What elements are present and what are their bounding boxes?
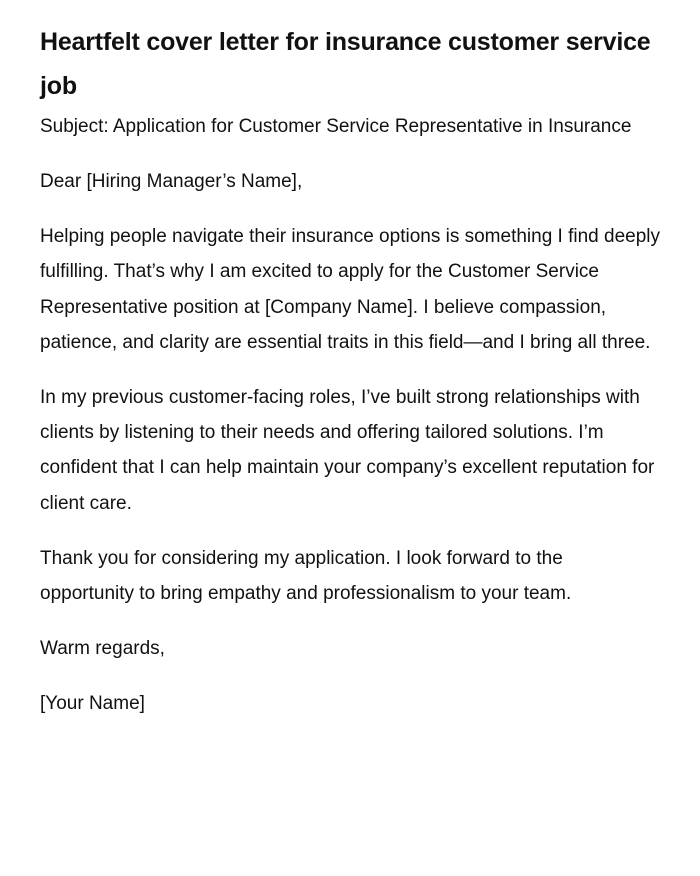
spacer bbox=[40, 360, 660, 380]
body-paragraph-1: Helping people navigate their insurance options is something I find deeply fulfilling. That’s why I am excited to apply for the Customer Service Representative position at [Company Name]. I believe compassion, patience, and clarity are essential traits in this field—and I bring all three. bbox=[40, 225, 661, 353]
body-paragraph-3: Thank you for considering my application. I look forward to the opportunity to bring empathy and professionalism to your team. bbox=[40, 547, 572, 605]
salutation: Dear [Hiring Manager’s Name], bbox=[40, 170, 303, 192]
spacer bbox=[40, 521, 660, 541]
spacer bbox=[40, 199, 660, 219]
subject-line: Subject: Application for Customer Service Representative in Insurance bbox=[40, 116, 632, 137]
subject-block bbox=[40, 109, 660, 144]
spacer bbox=[40, 611, 660, 631]
closing: Warm regards, bbox=[40, 638, 165, 659]
signature: [Your Name] bbox=[40, 692, 145, 714]
letter-title: Heartfelt cover letter for insurance customer service job bbox=[40, 28, 651, 100]
spacer bbox=[40, 666, 660, 686]
body-paragraph-2: In my previous customer-facing roles, I’ve built strong relationships with clients by listening to their needs and offering tailored solutions. I’m confident that I can help maintain your company’s excellent reputation for client care. bbox=[40, 386, 655, 514]
spacer bbox=[40, 144, 660, 164]
